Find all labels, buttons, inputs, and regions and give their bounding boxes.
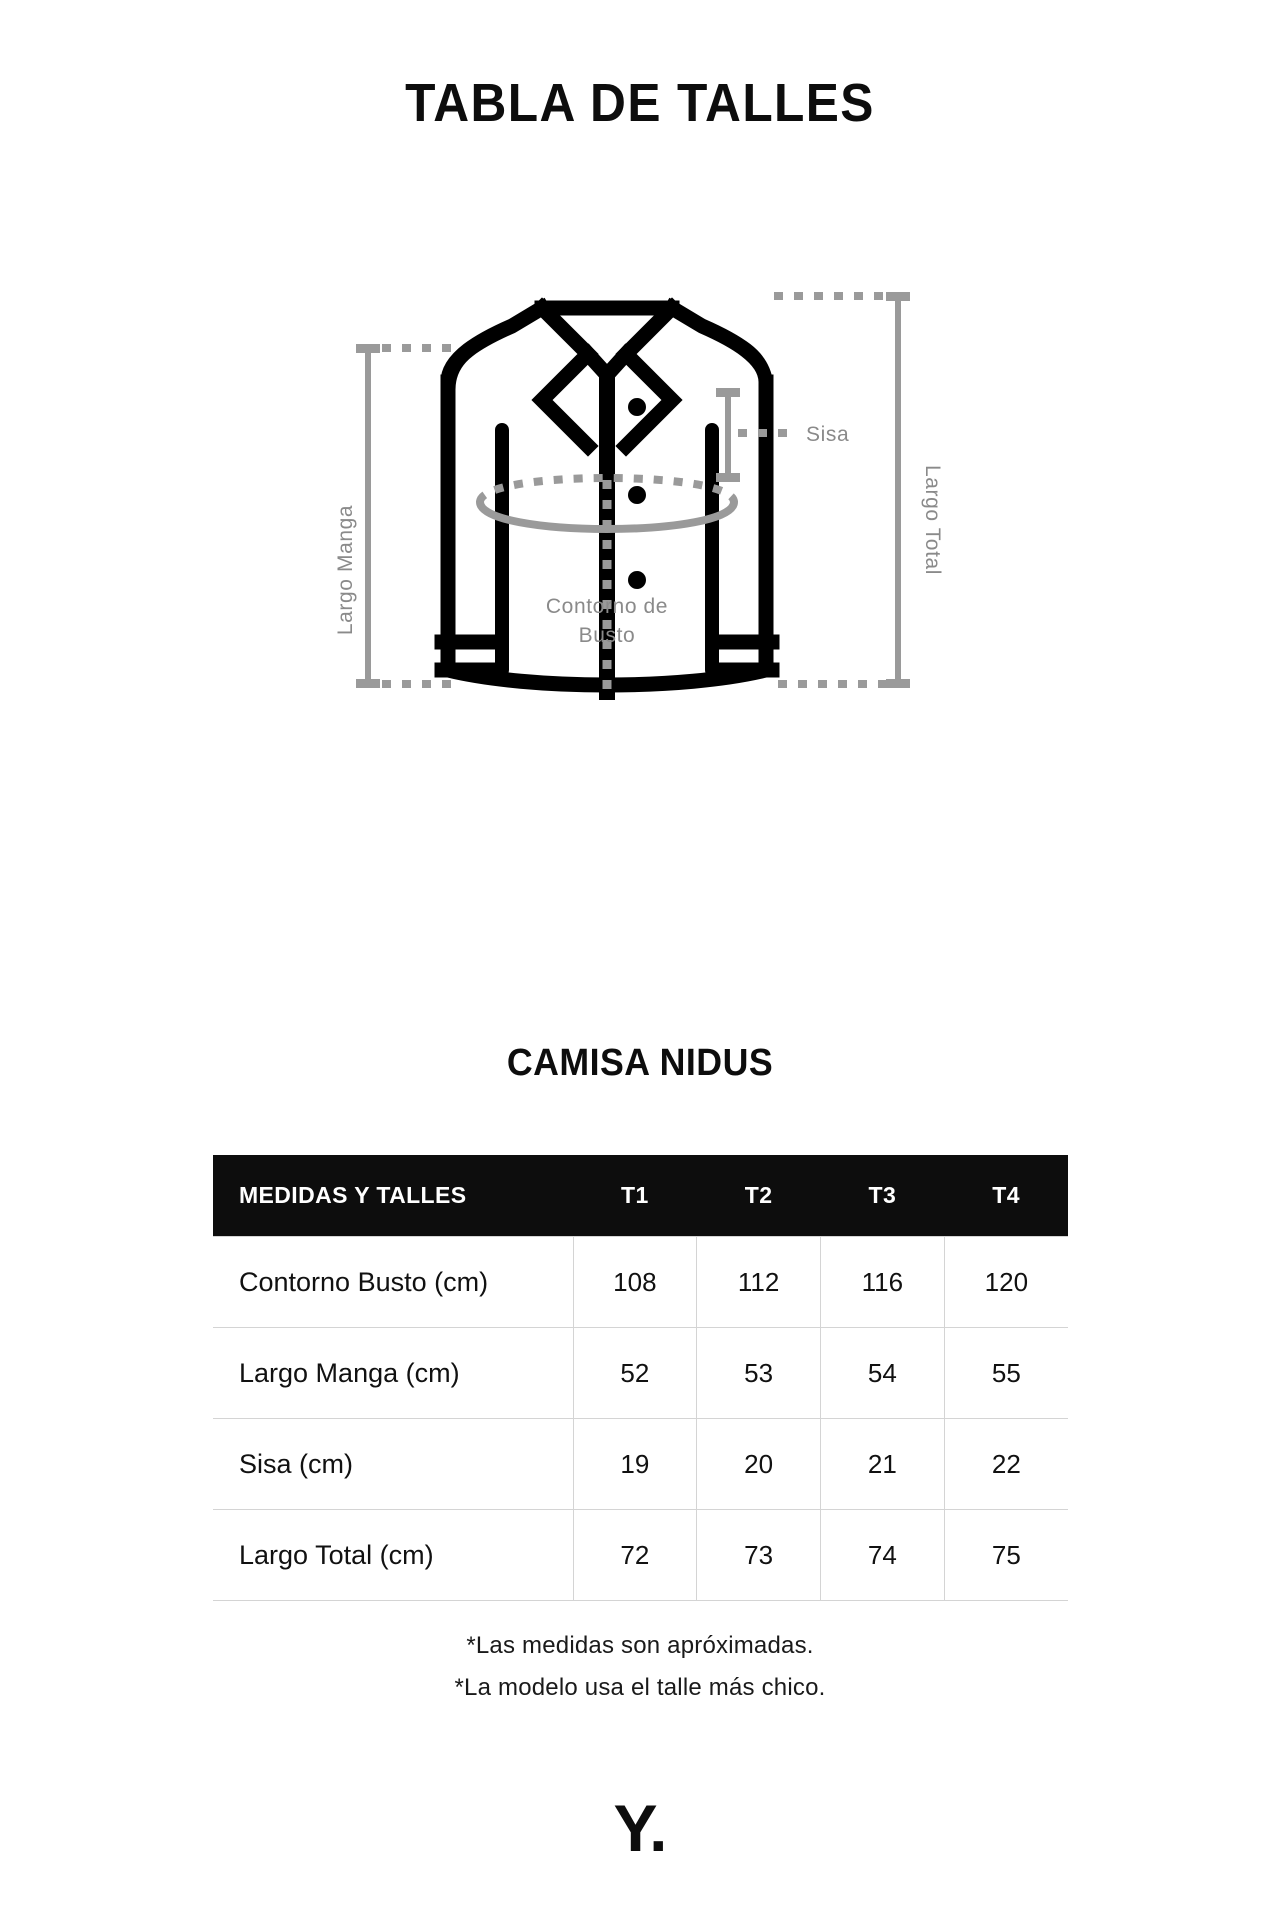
footnote-measurements: *Las medidas son apróximadas. (466, 1632, 814, 1659)
table-header-row (213, 1155, 1068, 1237)
column-header-t3: T3 (868, 1182, 897, 1208)
label-sisa: Sisa (806, 423, 850, 446)
brand-logo: Y. (613, 1791, 667, 1865)
shirt-placket-icon (599, 370, 615, 700)
cell-largo-total-t4: 75 (944, 1510, 1068, 1601)
table-header (213, 1155, 1068, 1237)
footnotes (0, 1625, 1280, 1709)
label-contorno-busto-line2: Busto (578, 624, 636, 647)
shirt-diagram (0, 270, 1280, 740)
table-row (213, 1510, 1068, 1601)
label-largo-manga: Largo Manga (334, 504, 357, 636)
cell-contorno-busto-t1: 108 (573, 1237, 697, 1328)
cell-contorno-busto-t3: 116 (821, 1237, 945, 1328)
cell-largo-total-t3: 74 (821, 1510, 945, 1601)
cell-contorno-busto-t2: 112 (697, 1237, 821, 1328)
cell-largo-manga-t2: 53 (697, 1328, 821, 1419)
label-contorno-busto-line1: Contorno de (545, 595, 669, 618)
largo-total-guide (774, 292, 910, 688)
column-header-measure: MEDIDAS Y TALLES (239, 1182, 467, 1208)
table-row (213, 1328, 1068, 1419)
size-table-container (213, 1155, 1068, 1601)
table-row (213, 1419, 1068, 1510)
cell-largo-total-t1: 72 (573, 1510, 697, 1601)
cell-largo-manga-t3: 54 (821, 1328, 945, 1419)
cell-largo-total-t2: 73 (697, 1510, 821, 1601)
cell-sisa-t2: 20 (697, 1419, 821, 1510)
cell-largo-manga-t4: 55 (944, 1328, 1068, 1419)
column-header-t1: T1 (621, 1182, 649, 1208)
row-label-contorno-busto: Contorno Busto (cm) (213, 1237, 573, 1328)
column-header-t4: T4 (992, 1182, 1020, 1208)
product-name: CAMISA NIDUS (506, 1042, 774, 1084)
row-label-largo-total: Largo Total (cm) (213, 1510, 573, 1601)
cell-contorno-busto-t4: 120 (944, 1237, 1068, 1328)
table-row (213, 1237, 1068, 1328)
cell-sisa-t4: 22 (944, 1419, 1068, 1510)
sisa-guide (716, 388, 798, 482)
size-table (213, 1155, 1068, 1601)
cell-largo-manga-t1: 52 (573, 1328, 697, 1419)
cell-sisa-t3: 21 (821, 1419, 945, 1510)
page-title: TABLA DE TALLES (405, 73, 875, 133)
shirt-illustration-svg (330, 270, 950, 720)
cell-sisa-t1: 19 (573, 1419, 697, 1510)
label-largo-total: Largo Total (921, 464, 944, 576)
row-label-sisa: Sisa (cm) (213, 1419, 573, 1510)
column-header-t2: T2 (744, 1182, 773, 1208)
table-body (213, 1237, 1068, 1601)
footnote-model: *La modelo usa el talle más chico. (454, 1674, 826, 1701)
row-label-largo-manga: Largo Manga (cm) (213, 1328, 573, 1419)
